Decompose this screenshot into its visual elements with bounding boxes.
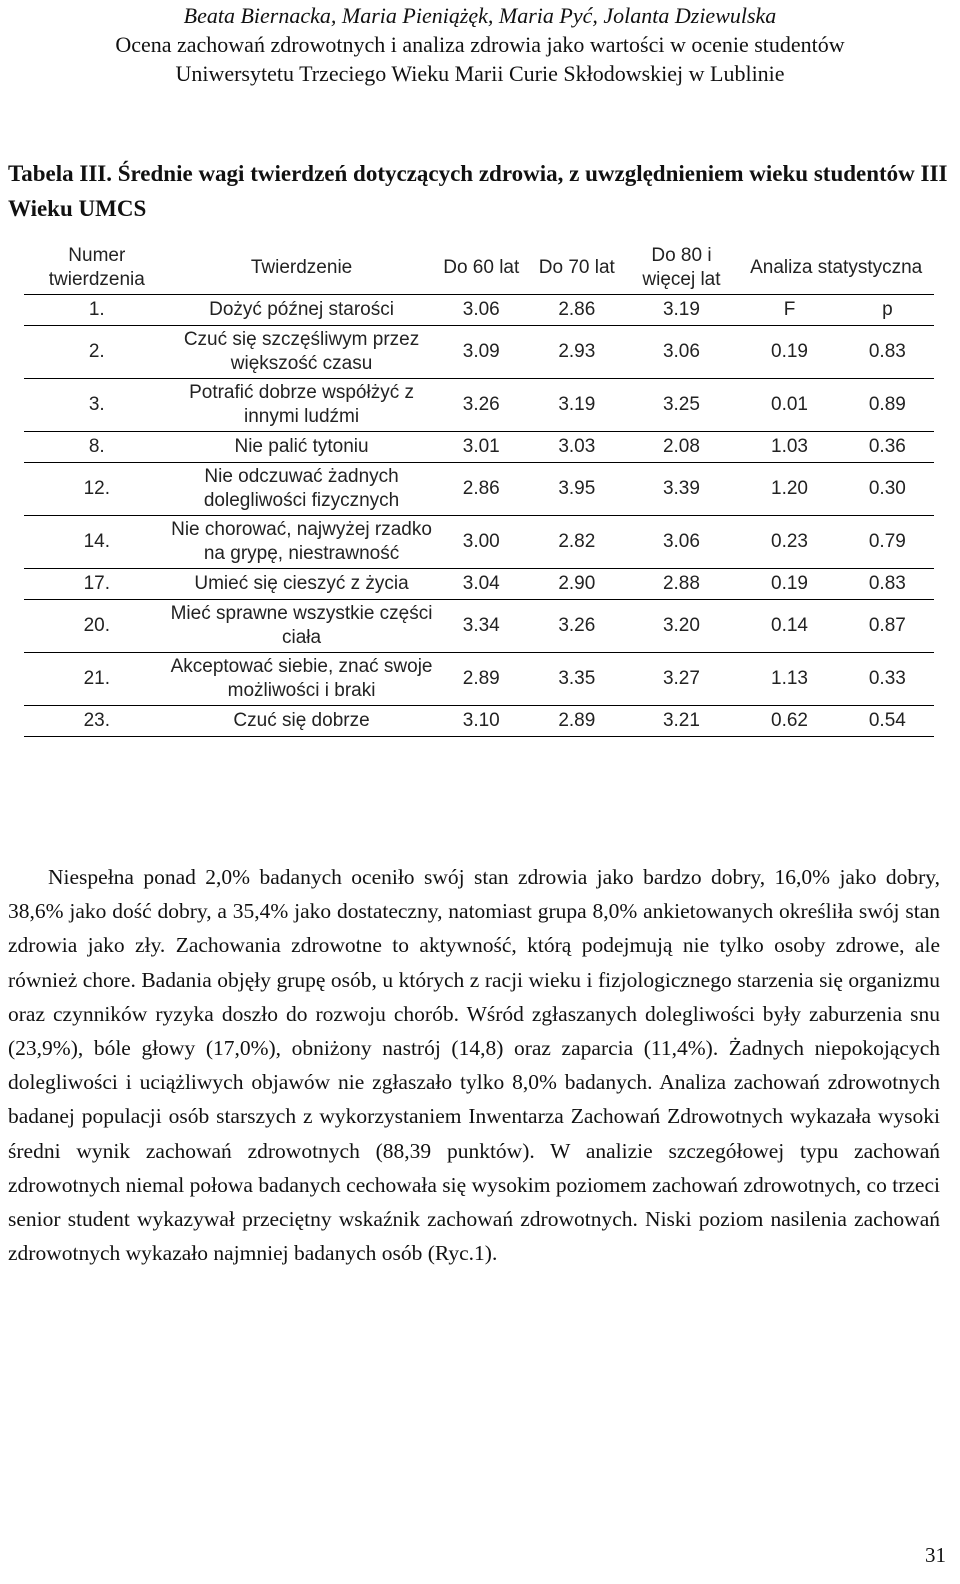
health-statements-table xyxy=(24,238,934,737)
cell-number: 21. xyxy=(24,653,170,706)
cell-f: 0.19 xyxy=(738,569,840,600)
cell-number: 14. xyxy=(24,516,170,569)
table-row xyxy=(24,653,934,706)
cell-age-60: 3.01 xyxy=(433,432,529,463)
cell-age-60: 3.26 xyxy=(433,379,529,432)
cell-age-70: 2.90 xyxy=(529,569,625,600)
running-header xyxy=(0,0,960,88)
header-title-line-2: Uniwersytetu Trzeciego Wieku Marii Curie Skłodowskiej w Lublinie xyxy=(175,61,785,86)
table-row xyxy=(24,569,934,600)
cell-f: 0.01 xyxy=(738,379,840,432)
cell-age-70: 3.95 xyxy=(529,463,625,516)
header-title-line-1: Ocena zachowań zdrowotnych i analiza zdrowia jako wartości w ocenie studentów xyxy=(115,32,845,57)
header-statement-number: Numer twierdzenia xyxy=(24,238,170,295)
cell-age-80: 3.06 xyxy=(625,326,739,379)
cell-p: 0.30 xyxy=(841,463,934,516)
cell-p: 0.87 xyxy=(841,600,934,653)
cell-age-70: 3.35 xyxy=(529,653,625,706)
cell-number: 12. xyxy=(24,463,170,516)
table-row xyxy=(24,326,934,379)
cell-age-60: 3.04 xyxy=(433,569,529,600)
cell-statement: Umieć się cieszyć z życia xyxy=(170,569,434,600)
table-row xyxy=(24,600,934,653)
cell-f: 1.13 xyxy=(738,653,840,706)
cell-age-70: 3.03 xyxy=(529,432,625,463)
table-caption: Tabela III. Średnie wagi twierdzeń dotyczących zdrowia, z uwzględnieniem wieku studentów III Wieku UMCS xyxy=(8,161,948,221)
cell-f: 1.20 xyxy=(738,463,840,516)
cell-statement: Czuć się dobrze xyxy=(170,706,434,737)
cell-statement: Nie palić tytoniu xyxy=(170,432,434,463)
cell-f: 1.03 xyxy=(738,432,840,463)
header-age-60: Do 60 lat xyxy=(433,238,529,295)
cell-p: 0.54 xyxy=(841,706,934,737)
cell-age-70: 3.26 xyxy=(529,600,625,653)
cell-age-70: 2.89 xyxy=(529,706,625,737)
table-header-row xyxy=(24,238,934,295)
cell-p: 0.83 xyxy=(841,326,934,379)
cell-age-60: 3.34 xyxy=(433,600,529,653)
cell-statement: Czuć się szczęśliwym przez większość czasu xyxy=(170,326,434,379)
body-paragraph xyxy=(8,860,940,1270)
cell-age-60: 3.09 xyxy=(433,326,529,379)
cell-age-80: 2.08 xyxy=(625,432,739,463)
cell-f: 0.62 xyxy=(738,706,840,737)
table-row xyxy=(24,379,934,432)
cell-p: 0.36 xyxy=(841,432,934,463)
cell-f: 0.14 xyxy=(738,600,840,653)
cell-age-60: 3.10 xyxy=(433,706,529,737)
cell-f: F xyxy=(738,295,840,326)
cell-number: 2. xyxy=(24,326,170,379)
page-number: 31 xyxy=(925,1543,946,1567)
cell-age-80: 3.39 xyxy=(625,463,739,516)
table-row xyxy=(24,706,934,737)
cell-statement: Dożyć późnej starości xyxy=(170,295,434,326)
cell-age-80: 3.21 xyxy=(625,706,739,737)
cell-p: 0.89 xyxy=(841,379,934,432)
cell-number: 1. xyxy=(24,295,170,326)
table-row xyxy=(24,432,934,463)
table-row xyxy=(24,516,934,569)
header-authors: Beata Biernacka, Maria Pieniążęk, Maria Pyć, Jolanta Dziewulska xyxy=(183,3,777,28)
cell-age-60: 2.89 xyxy=(433,653,529,706)
cell-number: 23. xyxy=(24,706,170,737)
cell-age-80: 2.88 xyxy=(625,569,739,600)
header-statistical-analysis: Analiza statystyczna xyxy=(738,238,934,295)
cell-p: 0.33 xyxy=(841,653,934,706)
cell-statement: Potrafić dobrze współżyć z innymi ludźmi xyxy=(170,379,434,432)
cell-p: 0.83 xyxy=(841,569,934,600)
cell-age-80: 3.25 xyxy=(625,379,739,432)
cell-age-60: 3.06 xyxy=(433,295,529,326)
header-age-80: Do 80 i więcej lat xyxy=(625,238,739,295)
cell-age-60: 3.00 xyxy=(433,516,529,569)
cell-age-60: 2.86 xyxy=(433,463,529,516)
cell-statement: Nie chorować, najwyżej rzadko na grypę, niestrawność xyxy=(170,516,434,569)
cell-f: 0.19 xyxy=(738,326,840,379)
cell-f: 0.23 xyxy=(738,516,840,569)
cell-age-80: 3.27 xyxy=(625,653,739,706)
cell-statement: Akceptować siebie, znać swoje możliwości i braki xyxy=(170,653,434,706)
cell-statement: Mieć sprawne wszystkie części ciała xyxy=(170,600,434,653)
paragraph-text: Niespełna ponad 2,0% badanych oceniło swój stan zdrowia jako bardzo dobry, 16,0% jako dobry, 38,6% jako dość dobry, a 35,4% jako dostateczny, natomiast grupa 8,0% ankietowanych określiła swój stan zdrowia jako zły. Zachowania zdrowotne to aktywność, którą podejmują nie tylko osoby zdrowe, ale również chore. Badania objęły grupę osób, u których z racji wieku i fizjologicznego starzenia się organizmu oraz czynników ryzyka doszło do rozwoju chorób. Wśród zgłaszanych dolegliwości były zaburzenia snu (23,9%), bóle głowy (17,0%), obniżony nastrój (14,8) oraz zaparcia (11,4%). Żadnych niepokojących dolegliwości i uciążliwych objawów nie zgłaszało tylko 8,0% badanych. Analiza zachowań zdrowotnych badanej populacji osób starszych z wykorzystaniem Inwentarza Zachowań Zdrowotnych wykazała wysoki średni wynik zachowań zdrowotnych (88,39 punktów). W analizie szczegółowej typu zachowań zdrowotnych niemal połowa badanych cechowała się wysokim poziomem zachowań zdrowotnych, co trzeci senior student wykazywał przeciętny wskaźnik zachowań zdrowotnych. Niski poziom nasilenia zachowań zdrowotnych wykazało najmniej badanych osób (Ryc.1). xyxy=(8,865,940,1266)
table-row xyxy=(24,463,934,516)
cell-age-70: 3.19 xyxy=(529,379,625,432)
cell-number: 8. xyxy=(24,432,170,463)
cell-statement: Nie odczuwać żadnych dolegliwości fizycznych xyxy=(170,463,434,516)
cell-age-80: 3.06 xyxy=(625,516,739,569)
cell-p: p xyxy=(841,295,934,326)
table-body xyxy=(24,295,934,737)
cell-age-70: 2.86 xyxy=(529,295,625,326)
cell-number: 17. xyxy=(24,569,170,600)
header-statement: Twierdzenie xyxy=(170,238,434,295)
cell-age-70: 2.82 xyxy=(529,516,625,569)
header-age-70: Do 70 lat xyxy=(529,238,625,295)
cell-number: 20. xyxy=(24,600,170,653)
cell-number: 3. xyxy=(24,379,170,432)
cell-age-80: 3.20 xyxy=(625,600,739,653)
table-row xyxy=(24,295,934,326)
cell-age-70: 2.93 xyxy=(529,326,625,379)
cell-p: 0.79 xyxy=(841,516,934,569)
cell-age-80: 3.19 xyxy=(625,295,739,326)
